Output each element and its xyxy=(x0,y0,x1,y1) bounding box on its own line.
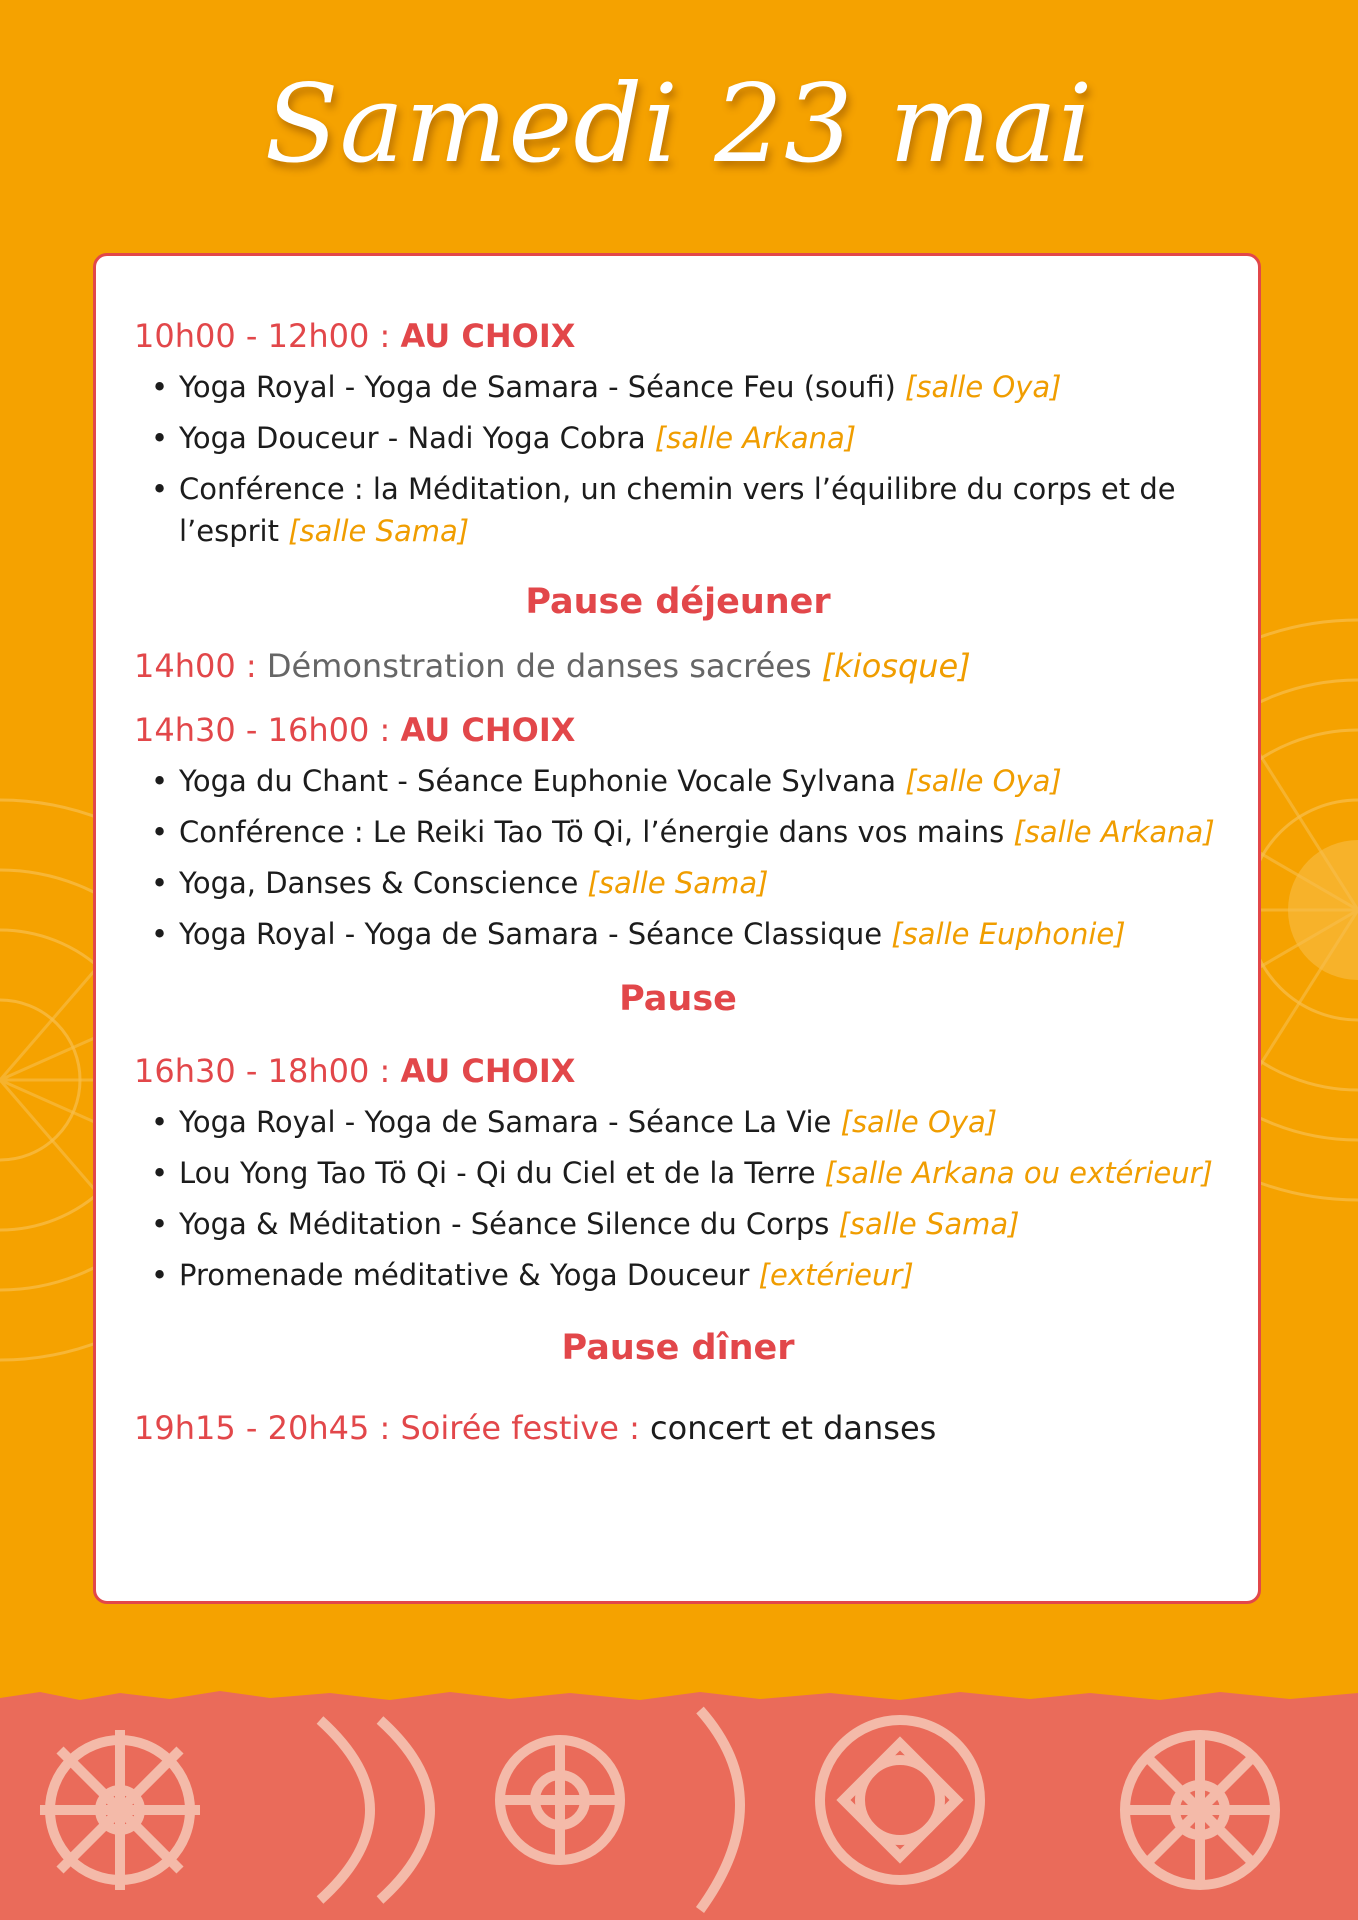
list-item xyxy=(142,913,1222,955)
room-label: [extérieur] xyxy=(758,1258,914,1292)
list-item xyxy=(142,1203,1222,1245)
list-item xyxy=(142,417,1222,459)
demo-slot xyxy=(134,646,1222,686)
activity-text: Yoga Royal - Yoga de Samara - Séance Classique xyxy=(179,917,883,951)
slot-time: 19h15 - 20h45 : xyxy=(134,1409,391,1447)
activity-text: Lou Yong Tao Tö Qi - Qi du Ciel et de la Terre xyxy=(179,1156,816,1190)
activity-text: Yoga Royal - Yoga de Samara - Séance Feu (soufi) xyxy=(179,370,896,404)
slot-choice: AU CHOIX xyxy=(400,711,576,749)
slot-choice: AU CHOIX xyxy=(400,1052,576,1090)
room-label: [salle Sama] xyxy=(838,1207,1020,1241)
list-item xyxy=(142,862,1222,904)
list-item xyxy=(142,366,1222,408)
slot-time: 16h30 - 18h00 : xyxy=(134,1052,391,1090)
activity-list-2 xyxy=(134,760,1222,955)
slot-choice: AU CHOIX xyxy=(400,317,576,355)
activity-text: Yoga & Méditation - Séance Silence du Corps xyxy=(179,1207,830,1241)
pause-heading: Pause xyxy=(619,979,737,1019)
room-label: [salle Sama] xyxy=(288,514,470,548)
page-title: Samedi 23 mai xyxy=(264,62,1094,187)
list-item xyxy=(142,468,1222,552)
room-label: [salle Euphonie] xyxy=(891,917,1126,951)
evening-slot xyxy=(134,1408,1222,1448)
program-card xyxy=(93,253,1261,1604)
list-item xyxy=(142,760,1222,802)
room-label: [salle Oya] xyxy=(905,370,1062,404)
activity-list-3 xyxy=(134,1101,1222,1296)
time-slot-1 xyxy=(134,316,1222,356)
demo-text: Démonstration de danses sacrées xyxy=(266,647,812,685)
slot-time: 10h00 - 12h00 : xyxy=(134,317,391,355)
list-item xyxy=(142,1254,1222,1296)
activity-text: Yoga Royal - Yoga de Samara - Séance La Vie xyxy=(179,1105,832,1139)
slot-time: 14h30 - 16h00 : xyxy=(134,711,391,749)
pause-lunch-heading: Pause déjeuner xyxy=(525,582,831,622)
list-item xyxy=(142,811,1222,853)
bottom-decorative-band xyxy=(0,1690,1358,1920)
evening-detail: concert et danses xyxy=(650,1409,937,1447)
room-label: [kiosque] xyxy=(821,647,971,685)
slot-time: 14h00 : xyxy=(134,647,257,685)
room-label: [salle Sama] xyxy=(587,866,769,900)
activity-text: Promenade méditative & Yoga Douceur xyxy=(179,1258,750,1292)
room-label: [salle Oya] xyxy=(905,764,1062,798)
room-label: [salle Arkana ou extérieur] xyxy=(824,1156,1213,1190)
list-item xyxy=(142,1101,1222,1143)
time-slot-2 xyxy=(134,710,1222,750)
evening-event: Soirée festive : xyxy=(400,1409,640,1447)
activity-text: Conférence : Le Reiki Tao Tö Qi, l’énergie dans vos mains xyxy=(179,815,1005,849)
room-label: [salle Arkana] xyxy=(1013,815,1215,849)
room-label: [salle Arkana] xyxy=(654,421,857,455)
activity-list-1 xyxy=(134,366,1222,552)
activity-text: Yoga Douceur - Nadi Yoga Cobra xyxy=(179,421,646,455)
room-label: [salle Oya] xyxy=(840,1105,998,1139)
time-slot-3 xyxy=(134,1051,1222,1091)
pause-dinner-heading: Pause dîner xyxy=(561,1328,795,1368)
activity-text: Yoga du Chant - Séance Euphonie Vocale Sylvana xyxy=(179,764,897,798)
activity-text: Conférence : la Méditation, un chemin vers l’équilibre du corps et de l’esprit xyxy=(179,472,1176,548)
list-item xyxy=(142,1152,1222,1194)
activity-text: Yoga, Danses & Conscience xyxy=(179,866,579,900)
